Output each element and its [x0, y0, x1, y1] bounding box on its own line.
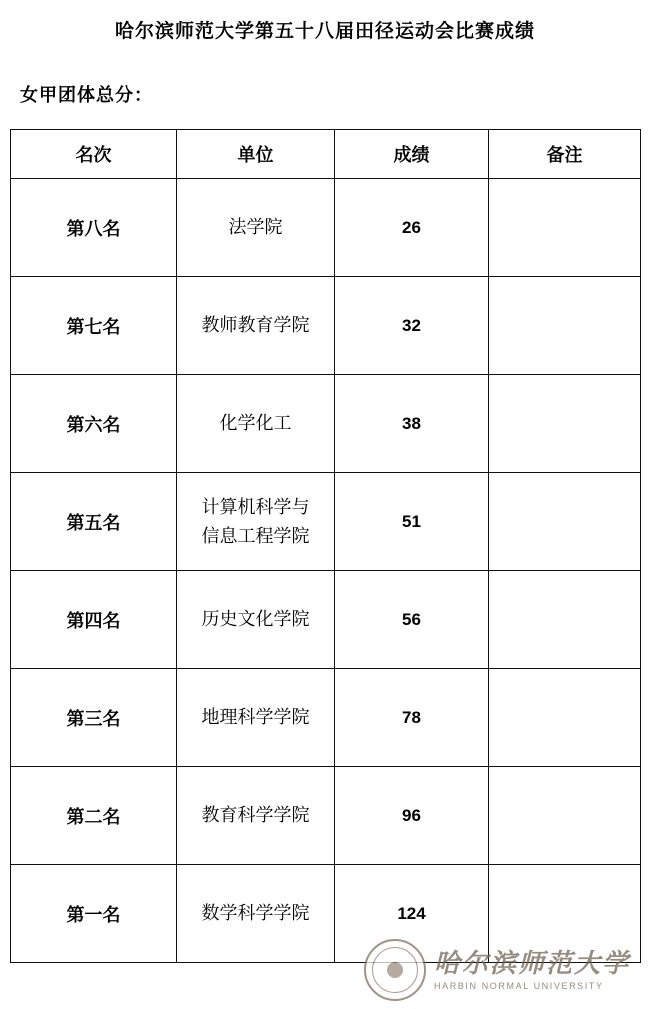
- cell-unit: [177, 669, 335, 767]
- table-row: [11, 375, 641, 473]
- table-row: [11, 179, 641, 277]
- table-header: [11, 130, 641, 179]
- cell-rank: 第五名: [11, 473, 177, 571]
- cell-unit: [177, 767, 335, 865]
- section-label: 女甲团体总分：: [20, 85, 153, 105]
- cell-rank: 第三名: [11, 669, 177, 767]
- unit-line-1: 法学院: [228, 217, 283, 238]
- results-table: [10, 129, 641, 963]
- cell-note: [489, 767, 641, 865]
- cell-note: [489, 473, 641, 571]
- unit-line-2: 信息工程学院: [201, 525, 310, 546]
- table-row: [11, 277, 641, 375]
- cell-note: [489, 669, 641, 767]
- unit-line-1: 教育科学学院: [201, 805, 310, 826]
- cell-score: 51: [335, 473, 489, 571]
- cell-note: [489, 179, 641, 277]
- column-header-note: 备注: [489, 130, 641, 179]
- cell-score: 38: [335, 375, 489, 473]
- cell-unit: [177, 571, 335, 669]
- cell-score: 96: [335, 767, 489, 865]
- cell-score: 78: [335, 669, 489, 767]
- cell-rank: 第六名: [11, 375, 177, 473]
- watermark-name-cn: 哈尔滨师范大学: [434, 948, 631, 979]
- cell-rank: 第四名: [11, 571, 177, 669]
- column-header-score: 成绩: [335, 130, 489, 179]
- unit-line-1: 数学科学学院: [201, 903, 310, 924]
- cell-rank: 第一名: [11, 865, 177, 963]
- cell-unit: [177, 277, 335, 375]
- table-row: [11, 473, 641, 571]
- column-header-rank: 名次: [11, 130, 177, 179]
- cell-note: [489, 375, 641, 473]
- unit-line-1: 地理科学学院: [201, 707, 310, 728]
- column-header-unit: 单位: [177, 130, 335, 179]
- table-row: [11, 669, 641, 767]
- unit-line-1: 化学化工: [219, 413, 292, 434]
- cell-note: [489, 277, 641, 375]
- cell-note: [489, 865, 641, 963]
- cell-unit: [177, 375, 335, 473]
- cell-score: 56: [335, 571, 489, 669]
- unit-line-1: 计算机科学与: [201, 496, 310, 517]
- table-body: [11, 179, 641, 963]
- cell-score: 124: [335, 865, 489, 963]
- cell-rank: 第七名: [11, 277, 177, 375]
- table-row: [11, 767, 641, 865]
- table-row: [11, 865, 641, 963]
- table-header-row: [11, 130, 641, 179]
- unit-line-1: 教师教育学院: [201, 315, 310, 336]
- cell-unit: [177, 179, 335, 277]
- cell-rank: 第八名: [11, 179, 177, 277]
- table-row: [11, 571, 641, 669]
- cell-rank: 第二名: [11, 767, 177, 865]
- watermark-name-en: HARBIN NORMAL UNIVERSITY: [434, 980, 604, 991]
- document-page: [0, 16, 650, 1009]
- cell-unit: [177, 865, 335, 963]
- cell-note: [489, 571, 641, 669]
- cell-score: 26: [335, 179, 489, 277]
- cell-unit: [177, 473, 335, 571]
- cell-score: 32: [335, 277, 489, 375]
- unit-line-1: 历史文化学院: [201, 609, 310, 630]
- page-title: 哈尔滨师范大学第五十八届田径运动会比赛成绩: [114, 21, 535, 42]
